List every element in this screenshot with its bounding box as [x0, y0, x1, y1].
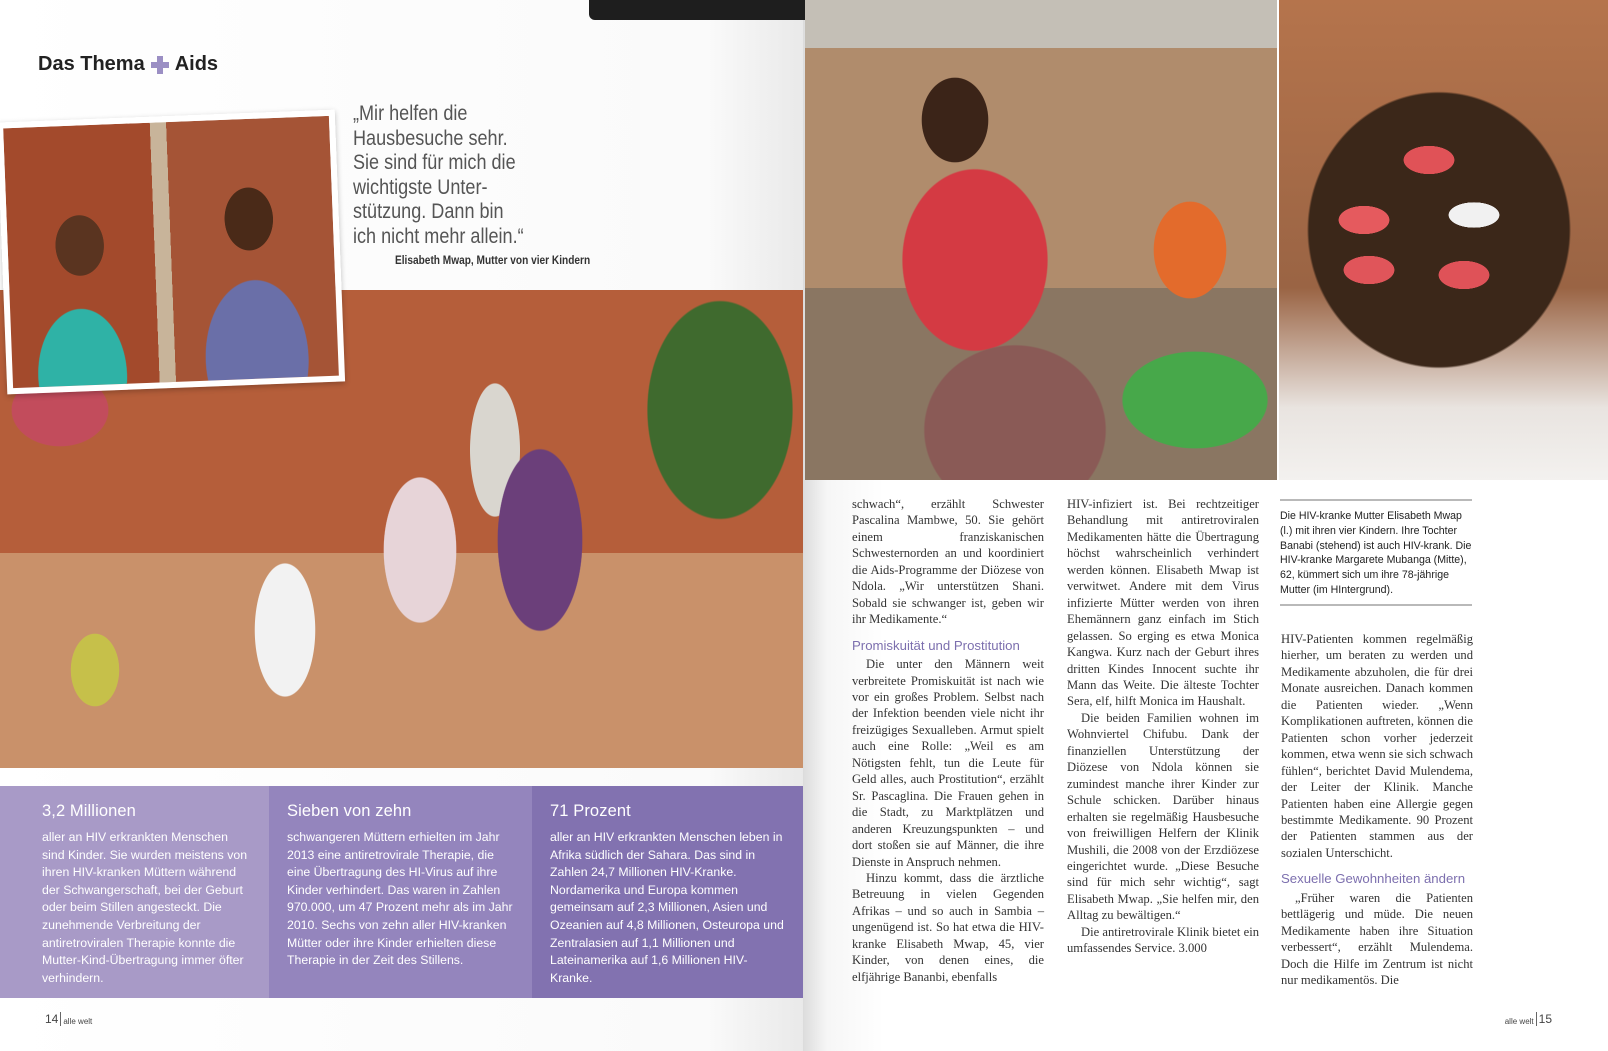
fact-box	[269, 786, 532, 998]
fact-title: Sieben von zehn	[287, 802, 412, 820]
page-number: 14	[45, 1012, 59, 1026]
article-column-1	[852, 496, 1044, 985]
fact-text: schwangeren Müttern erhielten im Jahr 2013 eine antiretrovirale Therapie, die eine Übertragung des HI-Virus auf ihre Kinder verhindert. Das waren in Zahlen 970.000, um 47 Prozent mehr als im Jahr 2010. Sechs von zehn aller HIV-kranken Mütter oder ihre Kinder erhielten diese Therapie in der Zeit des Stillens.	[287, 830, 513, 968]
fact-text: aller an HIV erkrankten Menschen sind Kinder. Sie wurden meistens von ihren HIV-kranken Müttern während der Schwangerschaft, bei der Geburt oder beim Stillen angesteckt. Die zunehmende Verbreitung der antiretroviralen Therapie konnte die Mutter-Kind-Übertragung immer öfter verhindern.	[42, 830, 248, 985]
plus-icon	[151, 56, 169, 74]
publication-name: alle welt	[1504, 1017, 1534, 1026]
quote-line: stützung. Dann bin	[353, 200, 504, 223]
quote-line: Sie sind für mich die	[353, 151, 516, 174]
paragraph: HIV-Patienten kommen regelmäßig hierher, um beraten zu werden und Medikamente abzuholen, die für drei Monate ausreichen. Danach kommen die Patienten wieder. „Wenn Komplikationen auftreten, können die Patienten schon vorher jederzeit kommen, etwa wenn sie sich schwach fühlen“, berichtet David Mulendema, der Leiter der Klinik. Manche Patienten haben eine Allergie gegen bestimmte Medikamente. 90 Prozent der Patienten stammen aus der sozialen Unterschicht.	[1281, 632, 1473, 860]
paragraph: schwach“, erzählt Schwester Pascalina Mambwe, 50. Sie gehört einem franziskanischen Schwesternorden an und koordiniert die Aids-Programme der Diözese von Ndola. „Wir unterstützen Shani. Sobald sie schwanger ist, geben wir ihr Medikamente.“	[852, 497, 1044, 627]
fact-boxes	[0, 786, 803, 998]
fact-text: aller an HIV erkrankten Menschen leben in Afrika südlich der Sahara. Das sind in Zahlen 24,7 Millionen HIV-Kranke. Nordamerika und Europa kommen gemeinsam auf 2,3 Millionen, Asien und Ozeanien auf 4,8 Millionen, Osteuropa und Zentralasien auf 1,1 Millionen und Lateinamerika auf 1,6 Millionen HIV-Kranke.	[550, 830, 784, 985]
market-woman-photo	[805, 0, 1277, 480]
paragraph: Die unter den Männern weit verbreitete Promiskuität ist nach wie vor ein großes Problem. Selbst nach der Infektion beenden viele nicht ihr freizügiges Sexualleben. Armut spielt auch eine Rolle: „Weil es am Nötigsten fehlt, tun die Leute für Geld alles, auch Prostitution“, erzählt Sr. Pascaglina. Die Frauen gehen in die Stadt, zu Marktplätzen und anderen Kreuzungspunkten – und dort stoßen sie auf Männer, die ihre Dienste in Anspruch nehmen.	[852, 657, 1044, 869]
paragraph: HIV-infiziert ist. Bei rechtzeitiger Behandlung mit antiretroviralen Medikamenten hätte die Übertragung höchst wahrscheinlich verhindert werden können. Elisabeth Mwap ist verwitwet. Andere mit dem Virus infizierte Mütter werden von ihren Ehemännern ganz einfach im Stich gelassen. So erging es etwa Monica Kangwa. Kurz nach der Geburt ihres dritten Kindes Innocent suchte ihr Mann das Weite. Die älteste Tochter Sera, elf, hilft Monica im Haushalt.	[1067, 497, 1259, 709]
quote-line: wichtigste Unter-	[353, 175, 488, 199]
publication-name: alle welt	[63, 1017, 93, 1026]
fact-title: 3,2 Millionen	[42, 802, 136, 820]
pills-in-hand-photo	[1279, 0, 1608, 480]
fact-box	[532, 786, 803, 998]
article-column-2	[1067, 496, 1259, 957]
footer-divider	[60, 1012, 61, 1026]
quote-line: Hausbesuche sehr.	[353, 126, 508, 150]
section-header	[38, 53, 218, 76]
fact-title: 71 Prozent	[550, 802, 631, 820]
paragraph: „Früher waren die Patienten bettlägerig und müde. Die neuen Medikamente haben ihre Situation verbessert“, erzählt Mulendema. Doch die Hilfe im Zentrum ist nicht nur medikamentös. Die	[1281, 890, 1473, 988]
fact-box	[0, 786, 269, 998]
footer-right	[1505, 1012, 1552, 1026]
section-title: Das Thema	[38, 53, 145, 75]
paragraph: Die beiden Familien wohnen im Wohnviertel Chifubu. Dank der finanziellen Unterstützung der Diözese von Ndola können sie zumindest manche ihrer Kinder zur Schule schicken. Darüber hinaus erhalten sie regelmäßig Hausbesuche von freiwilligen Helfern der Klinik Mushili, die 2008 von der Erzdiözese eingerichtet wurde. „Diese Besuche sind für mich sehr wichtig“, sagt Elisabeth Mwap. „Sie helfen mir, den Alltag zu bewältigen.“	[1067, 710, 1259, 923]
quote-line: „Mir helfen die	[353, 102, 468, 125]
paragraph: Die antiretrovirale Klinik bietet ein umfassendes Service. 3.000	[1067, 924, 1259, 956]
article-column-3	[1281, 631, 1473, 989]
pull-quote	[353, 102, 577, 249]
subheading: Sexuelle Gewohnheiten ändern	[1281, 871, 1466, 887]
quote-credit: Elisabeth Mwap, Mutter von vier Kindern	[395, 255, 591, 267]
photo-caption: Die HIV-kranke Mutter Elisabeth Mwap (l.) mit ihren vier Kindern. Ihre Tochter Banabi (stehend) ist auch HIV-krank. Die HIV-kranke Margarete Mubanga (Mitte), 62, kümmert sich um ihre 78-jährige Mutter (im HIntergrund).	[1280, 499, 1472, 606]
quote-line: ich nicht mehr allein.“	[353, 224, 524, 248]
section-topic: Aids	[174, 53, 219, 75]
nun-and-mother-photo	[0, 110, 345, 395]
subheading: Promiskuität und Prostitution	[852, 637, 1020, 653]
footer-divider	[1536, 1012, 1537, 1026]
footer-left	[45, 1012, 92, 1026]
paragraph: Hinzu kommt, dass die ärztliche Betreuung in vielen Gegenden Afrikas – und so auch in Sambia – ungenügend ist. So hat etwa die HIV-kranke Elisabeth Mwap, 45, vier Kinder, von denen eines, die elfjährige Bananbi, ebenfalls	[852, 870, 1044, 984]
page-number: 15	[1538, 1012, 1552, 1026]
